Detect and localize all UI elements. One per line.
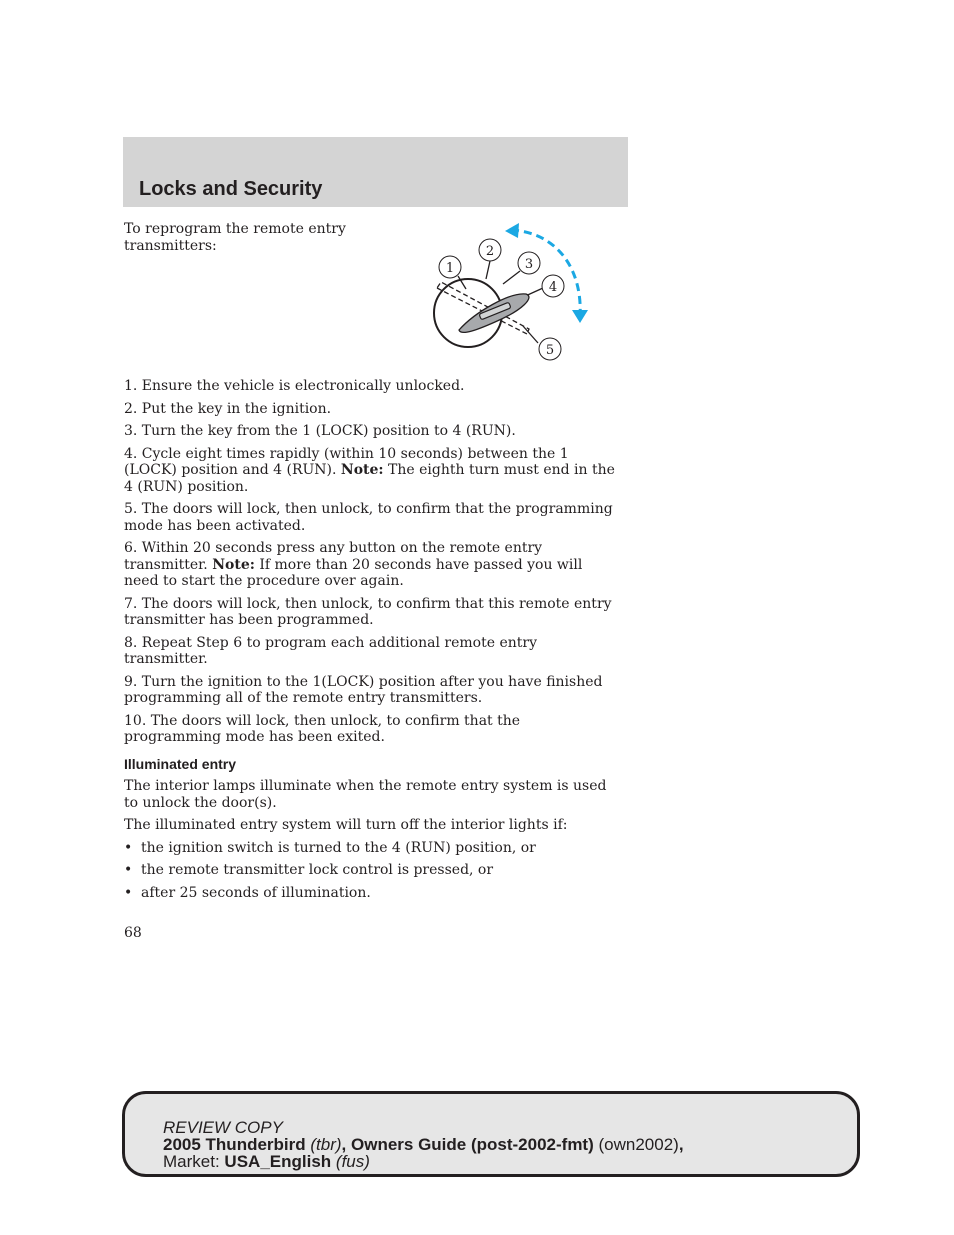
position-label-3: [518, 252, 540, 274]
step-5: 5. The doors will lock, then unlock, to confirm that the programming mode has been activated.: [124, 501, 613, 534]
section-title: Locks and Security: [139, 178, 323, 200]
step-2: 2. Put the key in the ignition.: [124, 400, 332, 417]
bullet-icon: •: [124, 862, 133, 878]
bullet-icon: •: [124, 884, 133, 901]
svg-text:4: 4: [548, 280, 558, 295]
step-9: 9. Turn the ignition to the 1(LOCK) position after you have finished programming all of the remote entry transmitters.: [124, 673, 603, 706]
svg-text:2: 2: [485, 244, 495, 259]
svg-text:3: 3: [524, 257, 534, 272]
step-6: 6. Within 20 seconds press any button on the remote entry transmitter. Note: If more than 20 seconds have passed you will need to start the procedure over again.: [124, 540, 583, 589]
vehicle-title: 2005 Thunderbird: [163, 1135, 306, 1154]
note-label: Note:: [212, 556, 255, 573]
instructions-body: [124, 378, 620, 907]
position-label-5: [539, 338, 561, 360]
guide-title: Owners Guide (post-2002-fmt): [351, 1135, 594, 1154]
review-footer: [122, 1091, 860, 1177]
position-label-2: [479, 239, 501, 261]
illuminated-para-1: The interior lamps illuminate when the remote entry system is used to unlock the door(s).: [124, 778, 607, 811]
arrow-head-bottom-icon: [572, 310, 588, 323]
note-label: Note:: [340, 462, 384, 478]
position-label-1: [439, 256, 461, 278]
step-7: 7. The doors will lock, then unlock, to confirm that this remote entry transmitter has been programmed.: [124, 595, 612, 628]
bullet-item: • the remote transmitter lock control is pressed, or: [124, 862, 494, 878]
page-number: 68: [124, 925, 142, 941]
footer-text: REVIEW COPY 2005 Thunderbird (tbr), Owners Guide (post-2002-fmt) (own2002), Market: USA_English (fus): [163, 1118, 684, 1171]
review-copy-label: REVIEW COPY: [163, 1118, 283, 1137]
illuminated-para-2: The illuminated entry system will turn off the interior lights if:: [124, 817, 568, 833]
step-3: 3. Turn the key from the 1 (LOCK) position to 4 (RUN).: [124, 423, 516, 439]
step-8: 8. Repeat Step 6 to program each additional remote entry transmitter.: [124, 634, 537, 667]
ignition-diagram: [425, 222, 600, 362]
market-label: Market:: [163, 1152, 220, 1171]
bullet-icon: •: [124, 839, 133, 856]
illuminated-entry-heading: Illuminated entry: [124, 755, 237, 772]
bullet-item: • after 25 seconds of illumination.: [124, 884, 371, 901]
step-1: 1. Ensure the vehicle is electronically unlocked.: [124, 378, 465, 394]
svg-text:1: 1: [445, 261, 455, 276]
svg-text:5: 5: [545, 343, 555, 358]
bullet-item: • the ignition switch is turned to the 4 (RUN) position, or: [124, 839, 536, 856]
step-10: 10. The doors will lock, then unlock, to confirm that the programming mode has been exited.: [124, 712, 521, 745]
intro-text: To reprogram the remote entry transmitters:: [124, 221, 346, 254]
section-header: [123, 137, 628, 207]
step-4: 4. Cycle eight times rapidly (within 10 seconds) between the 1 (LOCK) position and 4 (RUN). Note: The eighth turn must end in the 4 (RUN) position.: [124, 445, 615, 495]
market-value: USA_English: [224, 1152, 332, 1171]
arrow-head-top-icon: [505, 223, 519, 238]
position-label-4: [542, 275, 564, 297]
